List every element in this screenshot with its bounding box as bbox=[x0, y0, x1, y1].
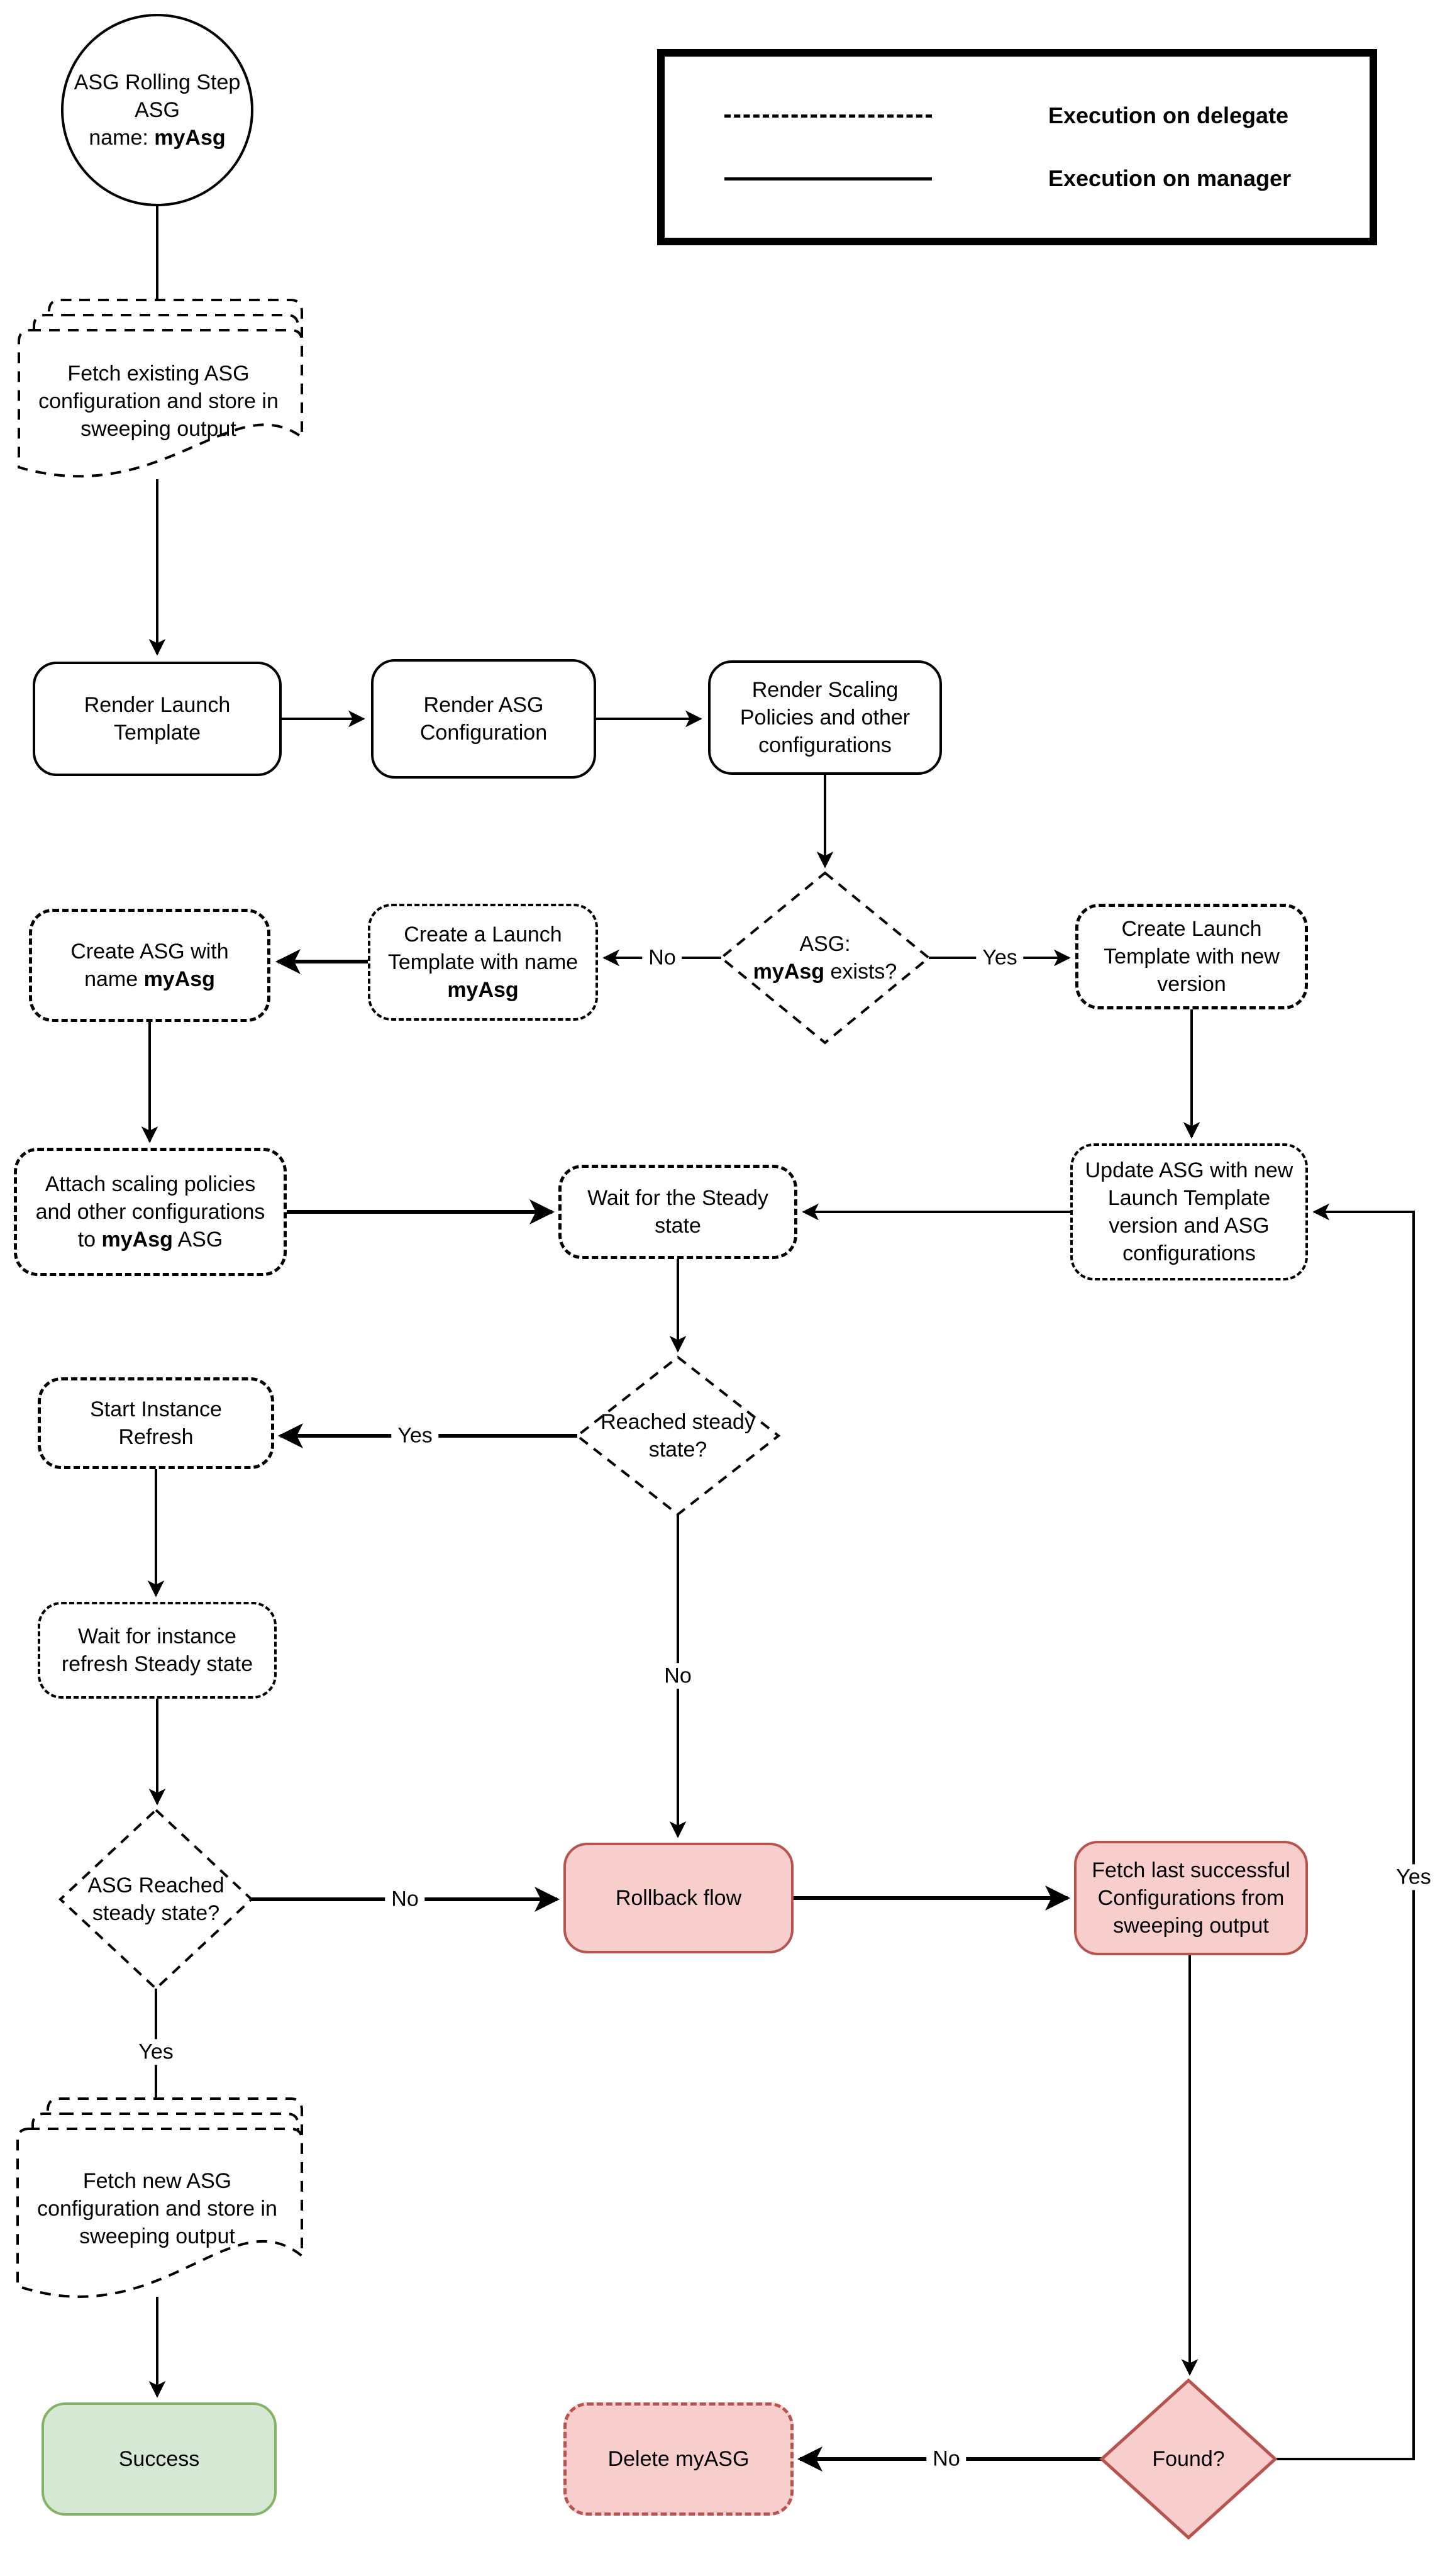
start-name-bold: myAsg bbox=[154, 126, 226, 150]
asg-reached-diamond-shape bbox=[60, 1810, 252, 1989]
start-circle-shape bbox=[62, 15, 252, 205]
edge-label-asg-reached-no: No bbox=[385, 1886, 424, 1912]
attach-scaling-policies-node bbox=[14, 1148, 287, 1276]
create-launch-template-bold: myAsg bbox=[447, 978, 519, 1002]
create-asg-prefix: Create ASG with name bbox=[70, 939, 229, 991]
dashed-line-sample bbox=[724, 114, 932, 118]
wait-instance-refresh-node: Wait for instance refresh Steady state bbox=[38, 1602, 277, 1699]
attach-scaling-suffix: ASG bbox=[172, 1228, 223, 1252]
reached-steady-diamond-shape bbox=[577, 1357, 778, 1514]
wait-steady-state-node: Wait for the Steady state bbox=[558, 1165, 797, 1259]
found-decision-label: Found? bbox=[1152, 2446, 1225, 2471]
edge-label-asg-reached-yes: Yes bbox=[132, 2039, 179, 2065]
fetch-existing-node-label: Fetch existing ASG configuration and store in sweeping output bbox=[38, 361, 279, 441]
attach-scaling-bold: myAsg bbox=[101, 1228, 173, 1252]
attach-scaling-prefix: Attach scaling policies and other configurations to bbox=[35, 1172, 265, 1252]
render-launch-template-node: Render Launch Template bbox=[33, 662, 282, 776]
delete-myasg-node: Delete myASG bbox=[563, 2402, 794, 2516]
doc-front-layer bbox=[18, 2129, 302, 2297]
update-asg-node: Update ASG with new Launch Template version and ASG configurations bbox=[1070, 1143, 1308, 1280]
rollback-flow-node: Rollback flow bbox=[563, 1843, 794, 1953]
create-launch-template-prefix: Create a Launch Template with name bbox=[387, 922, 579, 974]
start-instance-refresh-node: Start Instance Refresh bbox=[38, 1377, 274, 1469]
start-title: ASG Rolling Step ASG bbox=[74, 70, 241, 122]
fetch-existing-doc-shape bbox=[19, 300, 302, 476]
found-diamond-shape bbox=[1102, 2380, 1275, 2538]
asg-exists-line1: ASG: bbox=[799, 931, 851, 956]
asg-reached-decision-label: ASG Reached steady state? bbox=[87, 1873, 224, 1925]
asg-exists-diamond-shape bbox=[721, 873, 929, 1043]
reached-steady-decision-label: Reached steady state? bbox=[601, 1409, 755, 1462]
edge-label-found-yes: Yes bbox=[1390, 1864, 1437, 1890]
create-asg-node bbox=[29, 909, 270, 1022]
legend-row-manager bbox=[724, 165, 1310, 192]
connectors bbox=[150, 206, 1414, 2459]
legend-label-delegate: Execution on delegate bbox=[1048, 103, 1289, 128]
render-scaling-policies-node: Render Scaling Policies and other configurations bbox=[708, 660, 942, 775]
legend-box bbox=[657, 49, 1377, 245]
fetch-new-node-label: Fetch new ASG configuration and store in sweeping output bbox=[37, 2168, 277, 2249]
edge-label-asg-exists-no: No bbox=[642, 945, 682, 970]
asg-exists-suffix: exists? bbox=[824, 960, 897, 984]
edge-label-reached-steady-no: No bbox=[658, 1663, 697, 1689]
create-asg-bold: myAsg bbox=[143, 967, 215, 991]
success-node: Success bbox=[42, 2402, 277, 2516]
doc-front-layer bbox=[19, 330, 302, 476]
create-launch-template-node bbox=[368, 904, 598, 1021]
render-asg-configuration-node: Render ASG Configuration bbox=[371, 659, 596, 779]
edge-label-asg-exists-yes: Yes bbox=[976, 945, 1023, 970]
fetch-last-successful-node: Fetch last successful Configurations from sweeping output bbox=[1074, 1841, 1308, 1955]
edge-label-found-no: No bbox=[926, 2446, 966, 2472]
solid-line-sample bbox=[724, 177, 932, 180]
create-lt-new-version-node: Create Launch Template with new version bbox=[1075, 904, 1308, 1009]
legend-row-delegate bbox=[724, 103, 1310, 129]
legend-label-manager: Execution on manager bbox=[1048, 165, 1292, 191]
edge-found-yes-to-update-asg bbox=[1275, 1212, 1414, 2459]
fetch-new-doc-shape bbox=[18, 2099, 302, 2297]
start-name-prefix: name: bbox=[89, 126, 155, 150]
edge-label-reached-steady-yes: Yes bbox=[391, 1423, 438, 1448]
asg-exists-bold: myAsg bbox=[753, 960, 825, 984]
